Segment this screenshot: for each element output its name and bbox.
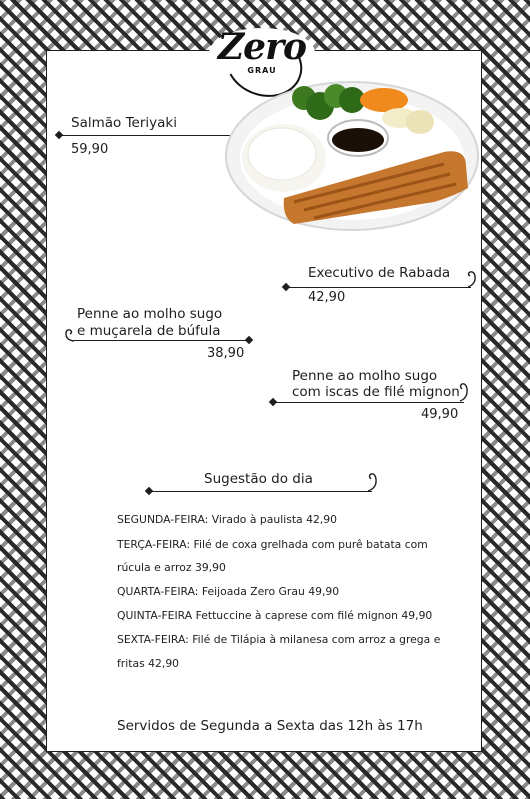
item-rabada-curl-ornament <box>466 268 480 288</box>
day-label: SEXTA-FEIRA: <box>117 633 189 646</box>
day-dish: Filé de Tilápia à milanesa com arroz a grega e <box>188 633 441 646</box>
suggestion-line-tuesday <box>117 538 428 551</box>
suggestion-curl-ornament <box>366 470 382 492</box>
suggestion-line <box>150 491 372 492</box>
suggestion-line-monday <box>117 513 337 526</box>
item-penne-mignon-curl-ornament <box>458 380 472 402</box>
suggestion-line-friday-cont <box>117 657 179 670</box>
item-rabada-name: Executivo de Rabada <box>308 265 451 281</box>
day-dish: Feijoada Zero Grau 49,90 <box>198 585 340 598</box>
item-penne-bufula-name-1: Penne ao molho sugo <box>77 306 223 322</box>
zero-grau-logo <box>209 28 315 78</box>
day-dish: fritas 42,90 <box>117 657 180 670</box>
suggestion-title: Sugestão do dia <box>204 471 313 487</box>
item-salmao-price: 59,90 <box>71 142 109 157</box>
day-dish: Filé de coxa grelhada com purê batata com <box>190 538 428 551</box>
footer-hours: Servidos de Segunda a Sexta das 12h às 17h <box>117 718 423 734</box>
item-penne-mignon-price: 49,90 <box>421 407 459 422</box>
salmon-plate-photo <box>224 78 480 232</box>
item-salmao-name: Salmão Teriyaki <box>71 115 177 131</box>
item-rabada-line <box>287 287 471 288</box>
day-label: QUINTA-FEIRA <box>117 609 193 622</box>
suggestion-line-tuesday-cont <box>117 561 226 574</box>
item-penne-bufula-line <box>72 340 250 341</box>
item-salmao-line <box>59 135 231 136</box>
day-label: QUARTA-FEIRA: <box>117 585 199 598</box>
day-label: TERÇA-FEIRA: <box>117 538 191 551</box>
suggestion-line-wednesday <box>117 585 339 598</box>
logo-word: Zero <box>217 26 307 68</box>
item-penne-bufula-price: 38,90 <box>207 346 245 361</box>
item-penne-bufula-name-2: e muçarela de búfula <box>77 323 221 339</box>
day-dish: Virado à paulista 42,90 <box>208 513 338 526</box>
day-dish: Fettuccine à caprese com filé mignon 49,90 <box>192 609 433 622</box>
day-dish: rúcula e arroz 39,90 <box>117 561 226 574</box>
item-penne-mignon-name-1: Penne ao molho sugo <box>292 368 438 384</box>
logo-subtitle: GRAU <box>247 66 277 75</box>
item-penne-mignon-line <box>274 402 464 403</box>
item-penne-mignon-name-2: com iscas de filé mignon <box>292 384 460 400</box>
suggestion-line-thursday <box>117 609 432 622</box>
item-rabada-price: 42,90 <box>308 290 346 305</box>
suggestion-line-friday <box>117 633 440 646</box>
item-penne-bufula-curl-ornament <box>62 326 76 344</box>
day-label: SEGUNDA-FEIRA: <box>117 513 209 526</box>
